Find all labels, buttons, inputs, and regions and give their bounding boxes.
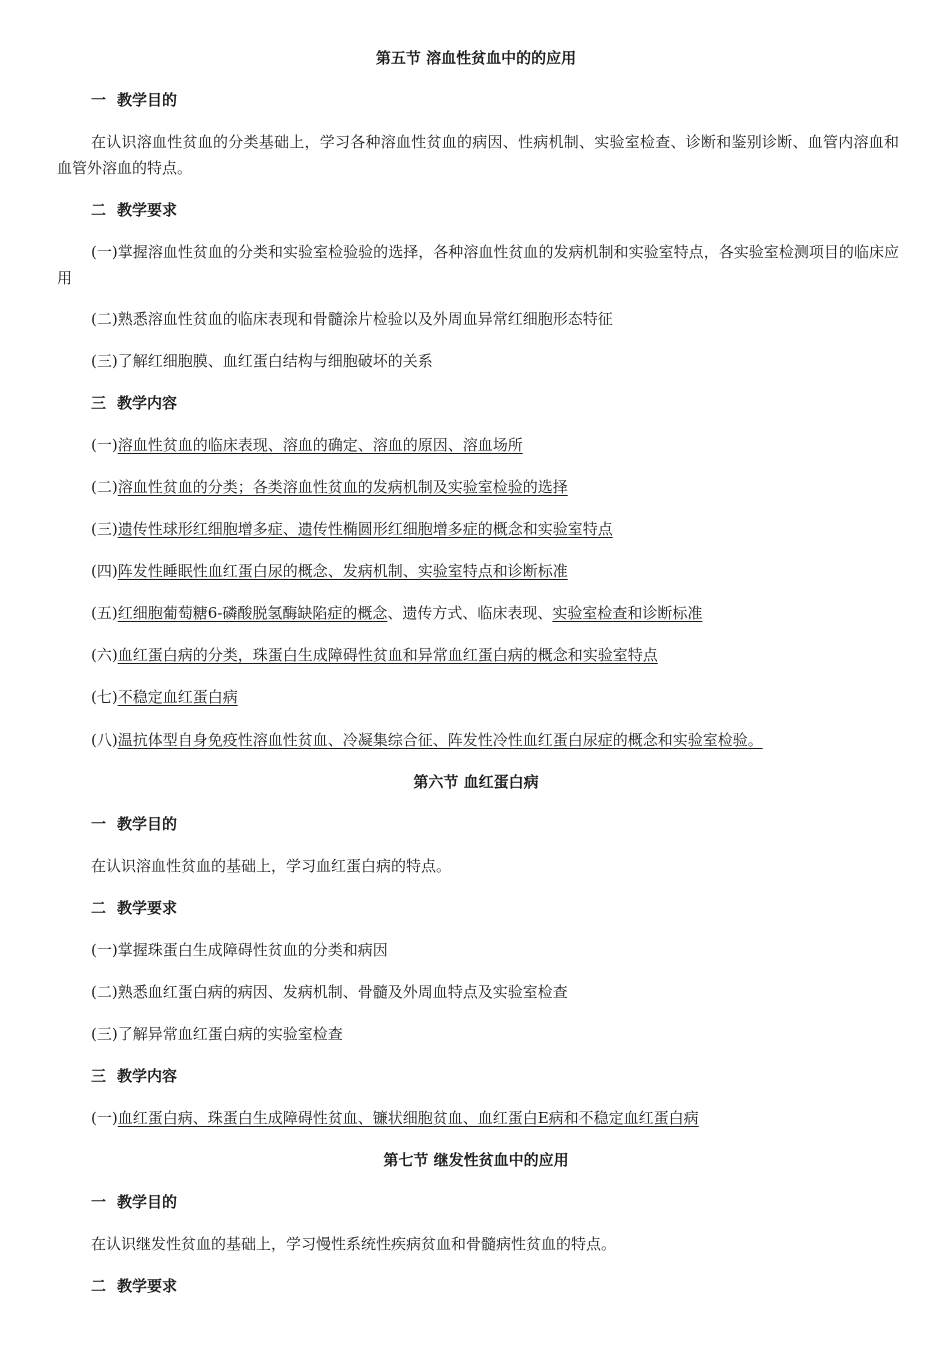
heading-text: 教学目的 xyxy=(117,1193,178,1211)
heading-number: 二 xyxy=(91,201,107,219)
section-5-requirement-1: (一)掌握溶血性贫血的分类和实验室检验验的选择，各种溶血性贫血的发病机制和实验室特点，各实验室检测项目的临床应用 xyxy=(57,243,899,287)
item-prefix: (一) xyxy=(91,436,118,454)
heading-text: 教学内容 xyxy=(117,394,178,412)
item-prefix: (七) xyxy=(91,688,118,706)
section-7-purpose-paragraph: 在认识继发性贫血的基础上，学习慢性系统性疾病贫血和骨髓病性贫血的特点。 xyxy=(91,1235,617,1253)
section-6-heading-content xyxy=(91,1063,177,1089)
item-prefix: (二) xyxy=(91,478,118,496)
section-5-heading-purpose xyxy=(91,87,177,113)
heading-text: 教学目的 xyxy=(117,815,178,833)
item-text-part-3: 实验室检查和诊断标准 xyxy=(552,604,703,622)
heading-text: 教学内容 xyxy=(117,1067,178,1085)
item-text-part-2: 、遗传方式、临床表现、 xyxy=(387,604,553,622)
section-6-purpose-paragraph: 在认识溶血性贫血的基础上，学习血红蛋白病的特点。 xyxy=(91,857,452,875)
section-5-heading-requirements xyxy=(91,197,177,223)
item-prefix: (一) xyxy=(91,1109,118,1127)
heading-number: 一 xyxy=(91,815,107,833)
section-5-heading-content xyxy=(91,390,177,416)
item-prefix: (五) xyxy=(91,604,118,622)
item-text: 遗传性球形红细胞增多症、遗传性椭圆形红细胞增多症的概念和实验室特点 xyxy=(117,520,613,538)
section-5-content-2 xyxy=(91,474,568,500)
heading-number: 二 xyxy=(91,1277,107,1295)
section-5-content-5 xyxy=(91,600,702,626)
section-5-content-8 xyxy=(91,727,763,753)
item-text-part-1: 红细胞葡萄糖6-磷酸脱氢酶缺陷症的概念 xyxy=(117,604,388,622)
section-5-content-4 xyxy=(91,558,568,584)
item-text: 溶血性贫血的临床表现、溶血的确定、溶血的原因、溶血场所 xyxy=(117,436,523,454)
item-text: 血红蛋白病的分类，珠蛋白生成障碍性贫血和异常血红蛋白病的概念和实验室特点 xyxy=(117,646,658,664)
section-5-title: 第五节 溶血性贫血中的的应用 xyxy=(375,49,577,67)
item-prefix: (六) xyxy=(91,646,118,664)
heading-number: 一 xyxy=(91,91,107,109)
section-5-content-3 xyxy=(91,516,613,542)
heading-number: 一 xyxy=(91,1193,107,1211)
heading-text: 教学要求 xyxy=(117,899,178,917)
item-text: 溶血性贫血的分类；各类溶血性贫血的发病机制及实验室检验的选择 xyxy=(117,478,568,496)
section-7-heading-purpose xyxy=(91,1189,177,1215)
item-prefix: (三) xyxy=(91,520,118,538)
heading-number: 三 xyxy=(91,1067,107,1085)
item-prefix: (四) xyxy=(91,562,118,580)
item-prefix: (八) xyxy=(91,731,118,749)
section-5-content-7 xyxy=(91,684,238,710)
section-5-requirement-2: (二)熟悉溶血性贫血的临床表现和骨髓涂片检验以及外周血异常红细胞形态特征 xyxy=(91,310,613,328)
section-5-purpose-paragraph: 在认识溶血性贫血的分类基础上，学习各种溶血性贫血的病因、性病机制、实验室检查、诊断和鉴别诊断、血管内溶血和血管外溶血的特点。 xyxy=(57,133,899,177)
heading-text: 教学目的 xyxy=(117,91,178,109)
section-5-requirement-3: (三)了解红细胞膜、血红蛋白结构与细胞破坏的关系 xyxy=(91,352,433,370)
section-6-requirement-3: (三)了解异常血红蛋白病的实验室检查 xyxy=(91,1025,343,1043)
section-6-content-1 xyxy=(91,1105,699,1131)
item-text: 不稳定血红蛋白病 xyxy=(117,688,238,706)
section-7-title: 第七节 继发性贫血中的应用 xyxy=(383,1151,569,1169)
item-text: 血红蛋白病、珠蛋白生成障碍性贫血、镰状细胞贫血、血红蛋白E病和不稳定血红蛋白病 xyxy=(117,1109,699,1127)
section-6-heading-purpose xyxy=(91,811,177,837)
section-6-title: 第六节 血红蛋白病 xyxy=(413,773,539,791)
heading-number: 三 xyxy=(91,394,107,412)
section-7-heading-requirements xyxy=(91,1273,177,1299)
heading-text: 教学要求 xyxy=(117,1277,178,1295)
section-5-content-6 xyxy=(91,642,658,668)
heading-number: 二 xyxy=(91,899,107,917)
section-6-heading-requirements xyxy=(91,895,177,921)
heading-text: 教学要求 xyxy=(117,201,178,219)
section-6-requirement-1: (一)掌握珠蛋白生成障碍性贫血的分类和病因 xyxy=(91,941,388,959)
item-text: 阵发性睡眠性血红蛋白尿的概念、发病机制、实验室特点和诊断标准 xyxy=(117,562,568,580)
item-text: 温抗体型自身免疫性溶血性贫血、冷凝集综合征、阵发性冷性血红蛋白尿症的概念和实验室检验。 xyxy=(117,731,763,749)
section-5-content-1 xyxy=(91,432,523,458)
section-6-requirement-2: (二)熟悉血红蛋白病的病因、发病机制、骨髓及外周血特点及实验室检查 xyxy=(91,983,568,1001)
